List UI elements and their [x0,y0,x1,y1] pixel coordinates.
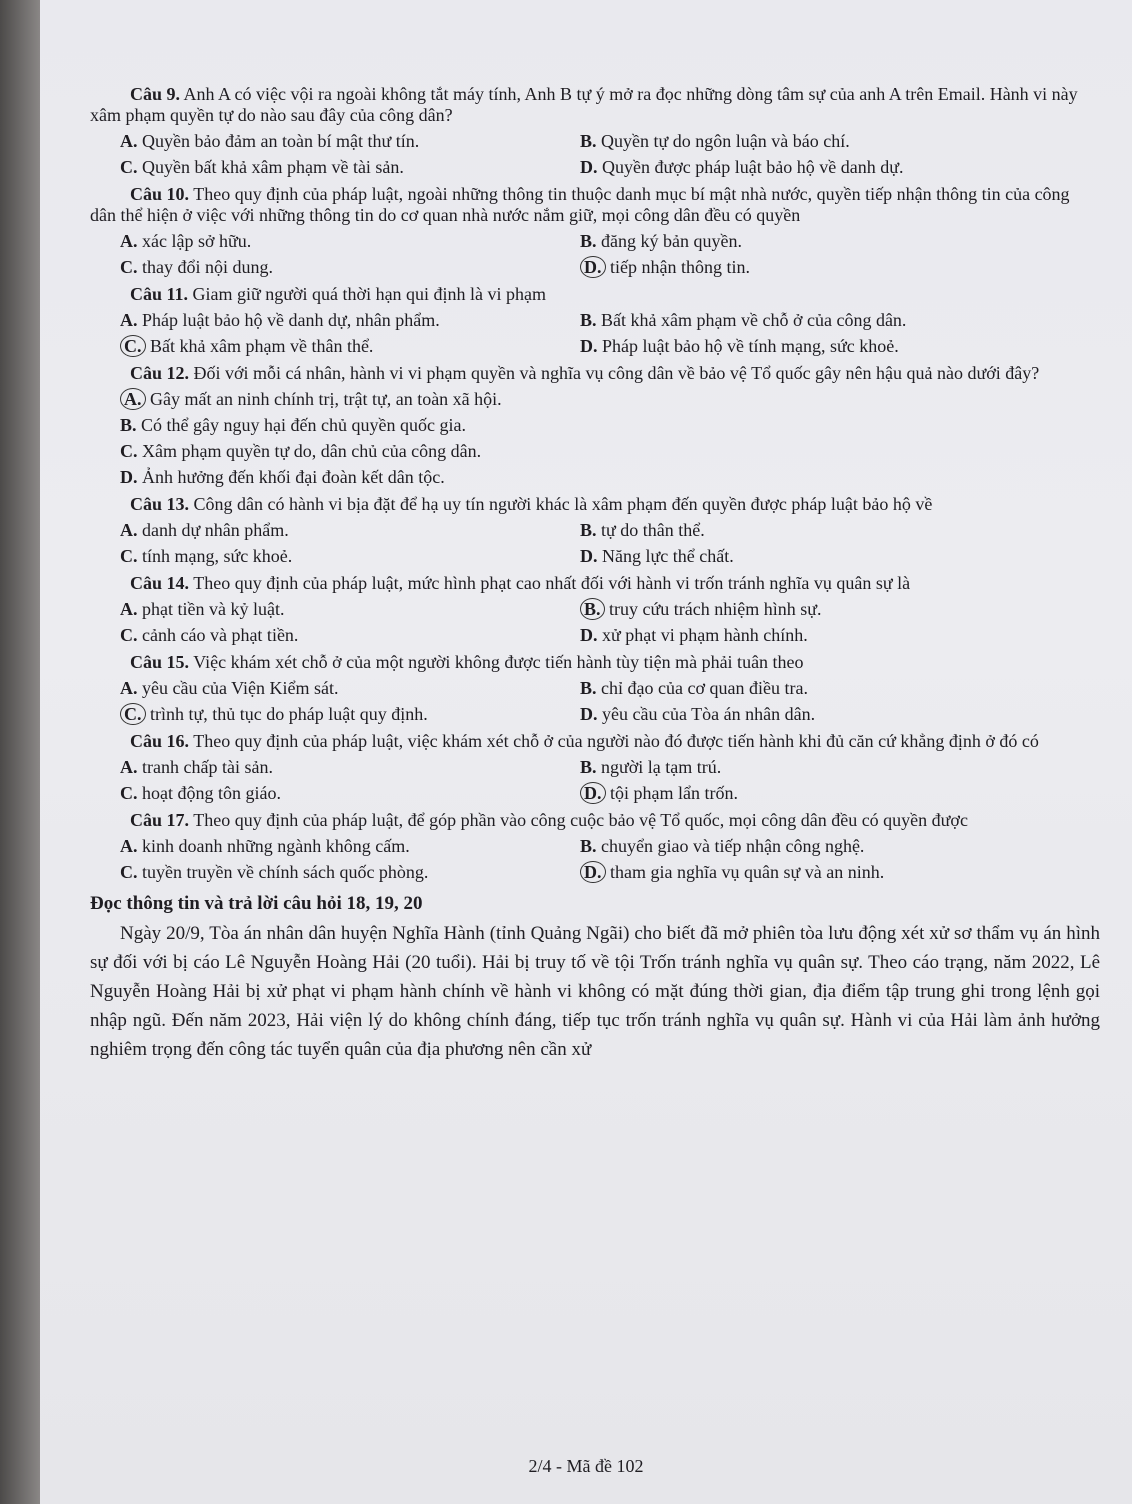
exam-content [90,84,1100,1064]
question-stem: Theo quy định của pháp luật, để góp phần vào công cuộc bảo vệ Tổ quốc, mọi công dân đều có quyền được [193,810,968,830]
option-text: Xâm phạm quyền tự do, dân chủ của công dân. [142,441,482,461]
question-number: Câu 10. [130,184,190,204]
option-text: đăng ký bản quyền. [601,231,742,251]
option-key: A. [120,310,138,330]
answer-option [550,596,1070,622]
question-text [90,363,1100,384]
option-text: tự do thân thể. [601,520,705,540]
option-text: phạt tiền và kỷ luật. [142,599,285,619]
question-block [90,652,1100,727]
question-block [90,284,1100,359]
option-text: Bất khả xâm phạm về chỗ ở của công dân. [601,310,907,330]
page-edge-shadow [0,0,40,1504]
option-text: xử phạt vi phạm hành chính. [602,625,808,645]
option-key: C. [120,862,138,882]
option-key: C. [120,441,138,461]
answer-option [90,386,1100,412]
answer-option [90,412,1100,438]
option-text: Quyền bất khả xâm phạm về tài sản. [142,157,404,177]
question-text [90,494,1100,515]
question-stem: Đối với mỗi cá nhân, hành vi vi phạm quyền và nghĩa vụ công dân về bảo vệ Tổ quốc gây nên hậu quả nào dưới đây? [193,363,1040,383]
question-block [90,731,1100,806]
option-text: tính mạng, sức khoẻ. [142,546,293,566]
answer-option [90,154,550,180]
question-text [90,84,1100,126]
option-key: A. [120,131,138,151]
question-number: Câu 12. [130,363,190,383]
option-key: B. [580,231,597,251]
question-block [90,810,1100,885]
option-key: B. [580,598,605,620]
question-text [90,652,1100,673]
question-number: Câu 15. [130,652,190,672]
exam-page [40,0,1132,1504]
option-key: B. [580,757,597,777]
question-stem: Theo quy định của pháp luật, ngoài những thông tin thuộc danh mục bí mật nhà nước, quyền tiếp nhận thông tin của công dân thể hiện ở việc với những thông tin do cơ quan nhà nước nắm giữ, mọi công dân đều có quyền [90,184,1070,225]
question-stem: Anh A có việc vội ra ngoài không tắt máy tính, Anh B tự ý mở ra đọc những dòng tâm sự của anh A trên Email. Hành vi này xâm phạm quyền tự do nào sau đây của công dân? [90,84,1078,125]
option-text: tuyền truyền về chính sách quốc phòng. [142,862,429,882]
option-key: A. [120,757,138,777]
option-key: A. [120,231,138,251]
question-stem: Theo quy định của pháp luật, việc khám xét chỗ ở của người nào đó được tiến hành khi đủ căn cứ khẳng định ở đó có [193,731,1039,751]
option-key: B. [580,520,597,540]
option-text: Năng lực thể chất. [602,546,734,566]
option-text: người lạ tạm trú. [601,757,722,777]
answer-option [550,154,1070,180]
option-key: A. [120,388,146,410]
answer-option [90,675,550,701]
option-key: C. [120,257,138,277]
option-key: C. [120,157,138,177]
answer-option [90,754,550,780]
option-text: tham gia nghĩa vụ quân sự và an ninh. [610,862,885,882]
question-text [90,810,1100,831]
option-key: A. [120,599,138,619]
question-text [90,731,1100,752]
answer-option [90,543,550,569]
option-key: A. [120,520,138,540]
answer-options [90,307,1100,359]
option-key: B. [580,131,597,151]
option-text: Có thể gây nguy hại đến chủ quyền quốc gia. [141,415,466,435]
answer-option [90,701,550,727]
question-stem: Theo quy định của pháp luật, mức hình phạt cao nhất đối với hành vi trốn tránh nghĩa vụ quân sự là [193,573,911,593]
answer-option [90,464,1100,490]
question-number: Câu 9. [130,84,181,104]
reading-paragraph: Ngày 20/9, Tòa án nhân dân huyện Nghĩa Hành (tỉnh Quảng Ngãi) cho biết đã mở phiên tòa lưu động xét xử sơ thẩm vụ án hình sự đối với bị cáo Lê Nguyễn Hoàng Hải (20 tuổi). Hải bị truy tố về tội Trốn tránh nghĩa vụ quân sự. Theo cáo trạng, năm 2022, Lê Nguyễn Hoàng Hải bị xử phạt vi phạm hành chính về hành vi không có mặt đúng thời gian, địa điểm tập trung ghi trong lệnh gọi nhập ngũ. Đến năm 2023, Hải viện lý do không chính đáng, tiếp tục trốn tránh nghĩa vụ quân sự. Hành vi của Hải làm ảnh hưởng nghiêm trọng đến công tác tuyển quân của địa phương nên cần xử [90,923,1100,1060]
option-key: B. [580,678,597,698]
option-text: Quyền tự do ngôn luận và báo chí. [601,131,850,151]
option-key: D. [580,157,598,177]
question-block [90,184,1100,280]
answer-option [550,228,1070,254]
option-key: D. [580,625,598,645]
question-block [90,573,1100,648]
answer-option [90,596,550,622]
option-text: thay đổi nội dung. [142,257,273,277]
answer-option [550,833,1070,859]
option-key: C. [120,625,138,645]
option-text: Pháp luật bảo hộ về tính mạng, sức khoẻ. [602,336,899,356]
option-text: hoạt động tôn giáo. [142,783,281,803]
answer-options [90,596,1100,648]
answer-option [90,307,550,333]
answer-option [90,859,550,885]
question-number: Câu 11. [130,284,189,304]
option-text: trình tự, thủ tục do pháp luật quy định. [150,704,428,724]
question-block [90,363,1100,490]
option-text: cảnh cáo và phạt tiền. [142,625,299,645]
question-text [90,573,1100,594]
question-number: Câu 17. [130,810,190,830]
option-key: D. [580,336,598,356]
option-text: yêu cầu của Viện Kiểm sát. [142,678,339,698]
option-text: kinh doanh những ngành không cấm. [142,836,410,856]
answer-options [90,517,1100,569]
answer-options [90,128,1100,180]
option-key: B. [580,836,597,856]
answer-option [90,333,550,359]
answer-option [90,128,550,154]
answer-option [550,254,1070,280]
question-number: Câu 16. [130,731,190,751]
answer-option [90,228,550,254]
question-stem: Giam giữ người quá thời hạn qui định là vi phạm [192,284,547,304]
answer-option [90,780,550,806]
page-footer: 2/4 - Mã đề 102 [528,1456,644,1476]
answer-options [90,754,1100,806]
answer-option [550,333,1070,359]
option-text: xác lập sở hữu. [142,231,252,251]
option-text: tội phạm lẩn trốn. [610,783,738,803]
option-key: C. [120,546,138,566]
question-block [90,494,1100,569]
answer-option [550,307,1070,333]
option-key: C. [120,783,138,803]
option-key: C. [120,703,146,725]
option-text: chuyển giao và tiếp nhận công nghệ. [601,836,865,856]
answer-option [90,438,1100,464]
option-key: B. [580,310,597,330]
option-key: C. [120,335,146,357]
option-text: danh dự nhân phẩm. [142,520,289,540]
answer-option [550,517,1070,543]
option-key: D. [580,861,606,883]
option-text: Quyền được pháp luật bảo hộ về danh dự. [602,157,904,177]
answer-options [90,675,1100,727]
answer-option [550,701,1070,727]
option-text: Quyền bảo đảm an toàn bí mật thư tín. [142,131,420,151]
question-number: Câu 14. [130,573,190,593]
question-text [90,284,1100,305]
option-text: tiếp nhận thông tin. [610,257,750,277]
answer-options [90,833,1100,885]
option-key: D. [120,467,138,487]
option-key: B. [120,415,137,435]
option-text: truy cứu trách nhiệm hình sự. [609,599,822,619]
answer-options [90,228,1100,280]
option-key: D. [580,546,598,566]
option-key: D. [580,782,606,804]
answer-option [550,780,1070,806]
option-text: chỉ đạo của cơ quan điều tra. [601,678,808,698]
question-stem: Công dân có hành vi bịa đặt để hạ uy tín người khác là xâm phạm đến quyền được pháp luật bảo hộ về [193,494,933,514]
option-key: A. [120,678,138,698]
option-key: A. [120,836,138,856]
option-text: yêu cầu của Tòa án nhân dân. [602,704,816,724]
option-text: Pháp luật bảo hộ về danh dự, nhân phẩm. [142,310,440,330]
answer-option [90,517,550,543]
question-stem: Việc khám xét chỗ ở của một người không được tiến hành tùy tiện mà phải tuân theo [193,652,804,672]
answer-option [90,833,550,859]
answer-option [550,754,1070,780]
option-text: Bất khả xâm phạm về thân thể. [150,336,374,356]
answer-option [90,622,550,648]
question-number: Câu 13. [130,494,190,514]
answer-option [550,859,1070,885]
option-text: Gây mất an ninh chính trị, trật tự, an toàn xã hội. [150,389,502,409]
question-block [90,84,1100,180]
answer-option [550,675,1070,701]
option-key: D. [580,704,598,724]
answer-option [90,254,550,280]
answer-options [90,386,1100,490]
reading-heading: Đọc thông tin và trả lời câu hỏi 18, 19, 20 [90,893,423,914]
question-text [90,184,1100,226]
option-text: tranh chấp tài sản. [142,757,273,777]
answer-option [550,128,1070,154]
answer-option [550,543,1070,569]
option-key: D. [580,256,606,278]
answer-option [550,622,1070,648]
option-text: Ảnh hưởng đến khối đại đoàn kết dân tộc. [142,467,445,487]
